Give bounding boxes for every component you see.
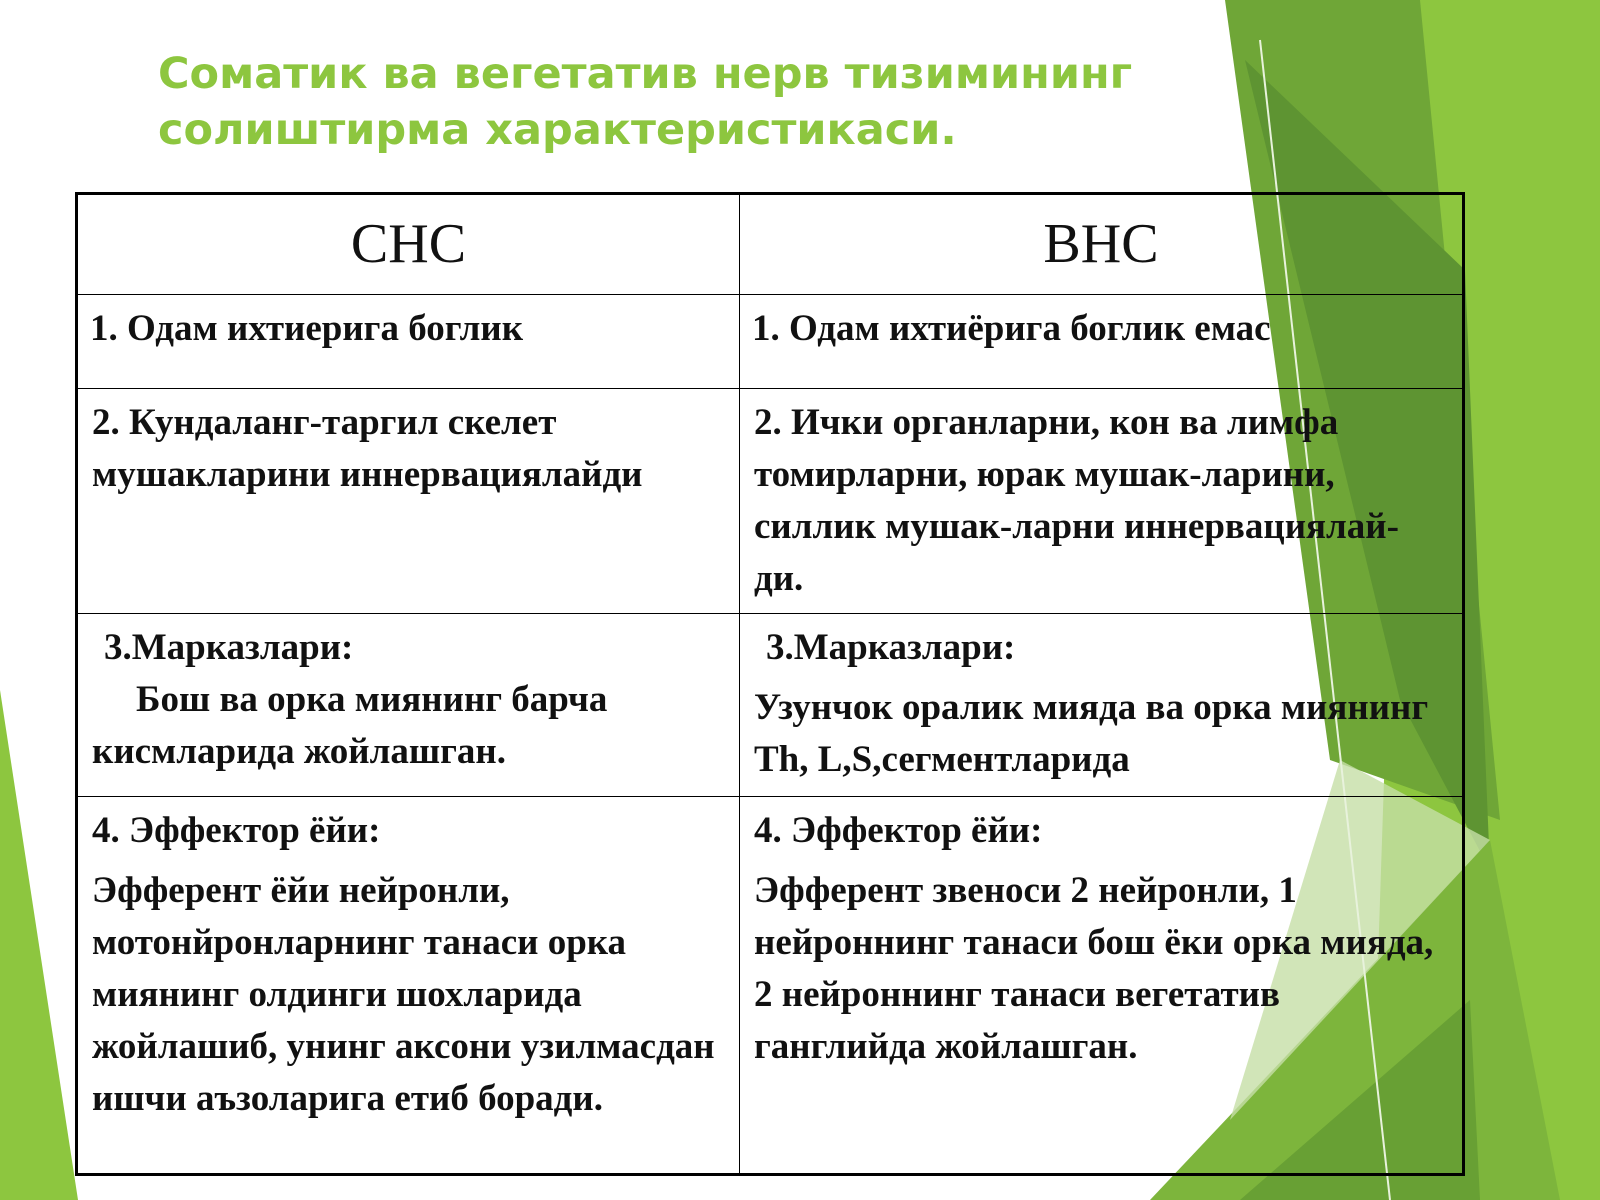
table-row (77, 796, 1464, 1174)
table-row (77, 613, 1464, 796)
cell-text: Эфферент ёйи нейронли, мотонйронларнинг танаси орка миянинг олдинги шохларида жойлашиб, унинг аксони узилмасдан ишчи аъзоларига етиб боради. (92, 869, 715, 1119)
cell-cns (77, 796, 740, 1174)
cell-vns (740, 613, 1464, 796)
cell-text: Узунчок оралик мияда ва орка миянинг Th, L,S,сегментларида (754, 686, 1429, 780)
header-cns: СНС (77, 194, 740, 295)
cell-cns (77, 294, 740, 388)
slide-title: Соматик ва вегетатив нерв тизимининг солиштирма характеристикаси. (158, 49, 1133, 155)
cell-text: Бош ва орка миянинг барча кисмларида жойлашган. (92, 678, 608, 772)
cell-text: 1. Одам ихтиерига боглик (90, 307, 524, 349)
cell-heading: 3.Марказлари: (104, 626, 354, 668)
cell-heading: 4. Эффектор ёйи: (92, 809, 381, 851)
cell-vns (740, 388, 1464, 613)
cell-cns (77, 613, 740, 796)
cell-cns (77, 388, 740, 613)
cell-heading: 3.Марказлари: (766, 626, 1016, 668)
table-header-row (77, 194, 1464, 295)
header-vns: ВНС (740, 194, 1464, 295)
cell-vns (740, 796, 1464, 1174)
cell-vns (740, 294, 1464, 388)
cell-text: 2. Ички органларни, кон ва лимфа томирларни, юрак мушак-ларини, силлик мушак-ларни иннервациялай-ди. (754, 401, 1399, 599)
cell-text: 1. Одам ихтиёрига боглик емас (752, 307, 1271, 349)
table-row (77, 388, 1464, 613)
cell-heading: 4. Эффектор ёйи: (754, 809, 1043, 851)
cell-text: 2. Кундаланг-таргил скелет мушакларини иннервациялайди (92, 401, 643, 495)
table-row (77, 294, 1464, 388)
cell-text: Эфферент звеноси 2 нейронли, 1 нейроннинг танаси бош ёки орка мияда, 2 нейроннинг танаси вегетатив ганглийда жойлашган. (754, 869, 1434, 1067)
left-green-triangle (0, 690, 78, 1200)
comparison-table (75, 192, 1465, 1176)
